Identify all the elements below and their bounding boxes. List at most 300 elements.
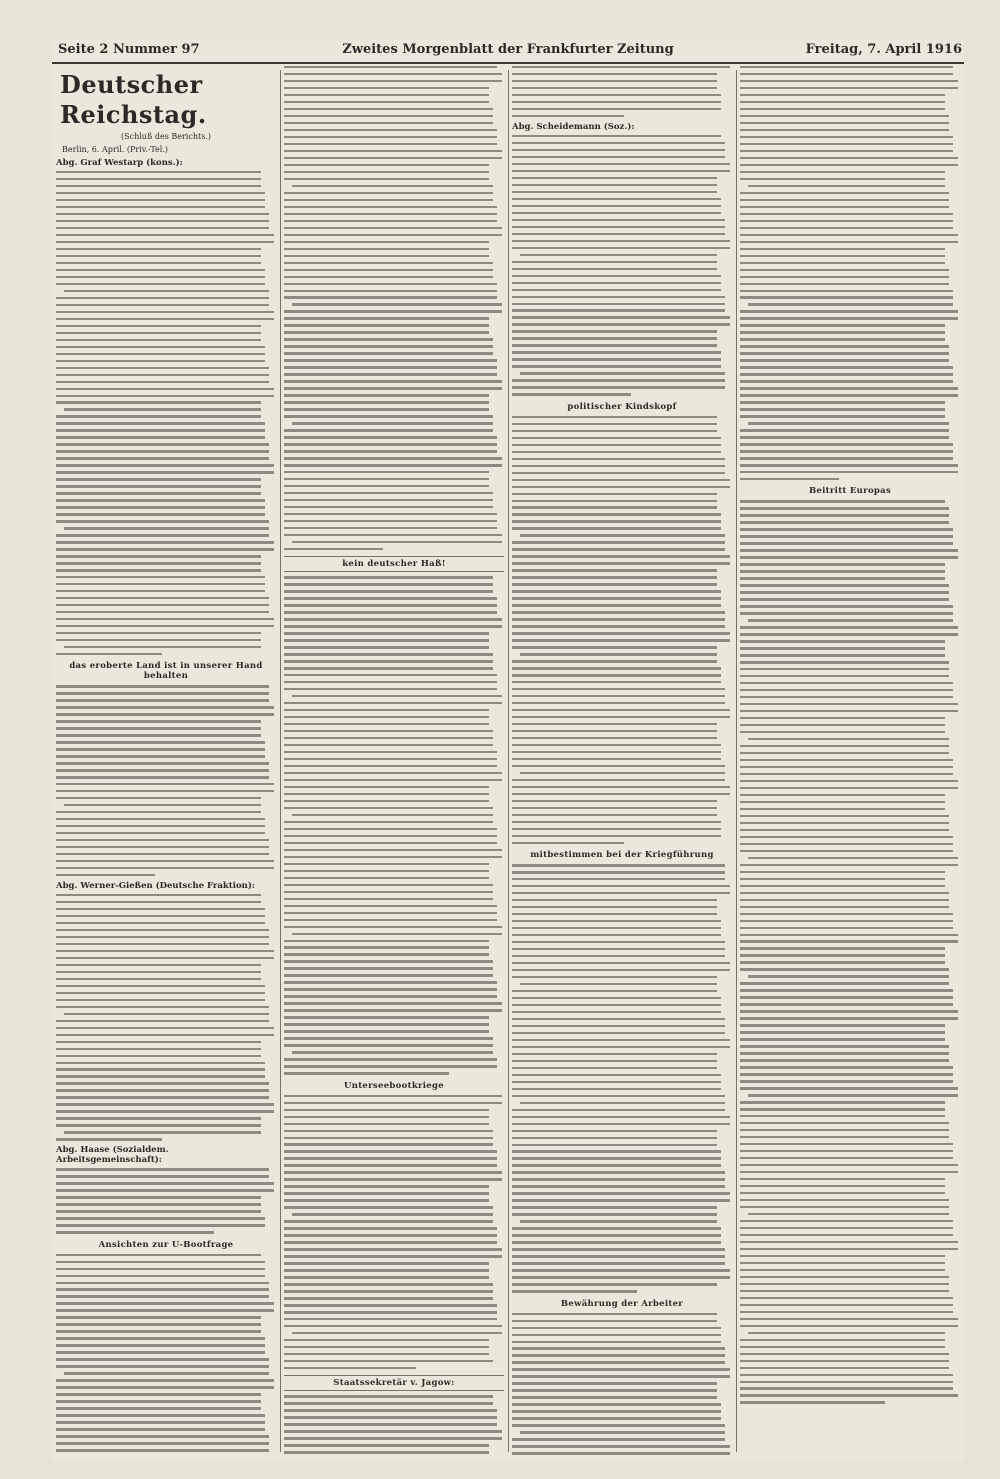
text-line bbox=[512, 1389, 717, 1391]
text-line bbox=[512, 625, 725, 627]
text-line bbox=[284, 667, 493, 669]
text-line bbox=[284, 1402, 493, 1404]
text-line bbox=[512, 309, 725, 311]
text-line bbox=[56, 206, 265, 208]
text-line bbox=[284, 1171, 502, 1173]
text-line bbox=[292, 814, 493, 816]
article-columns bbox=[52, 66, 964, 1460]
text-line bbox=[740, 283, 949, 285]
text-line bbox=[512, 1171, 725, 1173]
text-line bbox=[740, 780, 958, 782]
text-line bbox=[740, 947, 945, 949]
text-line bbox=[740, 1297, 953, 1299]
text-line bbox=[56, 846, 269, 848]
text-line bbox=[740, 808, 945, 810]
text-line bbox=[740, 394, 958, 396]
text-line bbox=[740, 913, 953, 915]
text-line bbox=[512, 695, 725, 697]
text-line bbox=[284, 1185, 489, 1187]
text-line bbox=[512, 135, 721, 137]
text-line bbox=[284, 1102, 502, 1104]
text-line bbox=[512, 177, 717, 179]
text-line bbox=[512, 80, 717, 82]
text-line bbox=[740, 296, 953, 298]
text-line bbox=[56, 713, 274, 715]
text-line bbox=[56, 318, 274, 320]
text-line bbox=[512, 527, 721, 529]
text-line bbox=[520, 983, 717, 985]
text-line bbox=[740, 331, 945, 333]
text-line bbox=[284, 1269, 489, 1271]
text-line bbox=[512, 962, 730, 964]
text-line bbox=[512, 1410, 721, 1412]
text-line bbox=[740, 366, 953, 368]
column-2 bbox=[284, 66, 504, 1456]
text-line bbox=[512, 899, 717, 901]
text-line bbox=[284, 290, 497, 292]
text-line bbox=[56, 685, 269, 687]
text-line bbox=[284, 995, 497, 997]
text-line bbox=[284, 583, 493, 585]
text-line bbox=[512, 842, 624, 844]
text-line bbox=[56, 1421, 265, 1423]
text-line bbox=[284, 178, 489, 180]
text-line bbox=[740, 605, 953, 607]
text-line bbox=[512, 1192, 730, 1194]
text-line bbox=[284, 317, 489, 319]
speaker-westarp: Abg. Graf Westarp (kons.): bbox=[56, 158, 183, 168]
text-line bbox=[56, 1414, 265, 1416]
text-line bbox=[740, 192, 949, 194]
text-line bbox=[284, 276, 493, 278]
text-line bbox=[740, 982, 949, 984]
text-line bbox=[64, 1131, 261, 1133]
text-line bbox=[740, 457, 953, 459]
text-line bbox=[284, 108, 493, 110]
text-line bbox=[56, 1089, 269, 1091]
text-line bbox=[512, 156, 725, 158]
text-line bbox=[56, 1124, 261, 1126]
text-line bbox=[56, 618, 274, 620]
text-line bbox=[512, 73, 717, 75]
body-text bbox=[56, 894, 276, 1141]
text-line bbox=[56, 1344, 265, 1346]
text-line bbox=[56, 311, 274, 313]
text-line bbox=[740, 626, 958, 628]
text-line bbox=[284, 953, 489, 955]
text-line bbox=[284, 674, 497, 676]
text-line bbox=[740, 892, 949, 894]
text-line bbox=[56, 874, 155, 876]
text-line bbox=[56, 985, 265, 987]
text-line bbox=[56, 901, 261, 903]
text-line bbox=[512, 275, 721, 277]
text-line bbox=[284, 1072, 449, 1074]
text-line bbox=[512, 493, 717, 495]
text-line bbox=[740, 640, 945, 642]
text-line bbox=[512, 142, 725, 144]
text-line bbox=[740, 1024, 945, 1026]
text-line bbox=[740, 961, 945, 963]
body-text bbox=[284, 1395, 504, 1456]
text-line bbox=[56, 1020, 269, 1022]
text-line bbox=[56, 769, 269, 771]
text-line bbox=[740, 696, 953, 698]
text-line bbox=[284, 1318, 497, 1320]
text-line bbox=[740, 864, 958, 866]
text-line bbox=[740, 1080, 953, 1082]
text-line bbox=[284, 1430, 502, 1432]
text-line bbox=[284, 129, 497, 131]
text-line bbox=[512, 261, 717, 263]
text-line bbox=[740, 248, 945, 250]
text-line bbox=[740, 745, 949, 747]
text-line bbox=[284, 269, 493, 271]
text-line bbox=[748, 857, 958, 859]
text-line bbox=[740, 1031, 945, 1033]
text-line bbox=[740, 80, 958, 82]
text-line bbox=[740, 1059, 949, 1061]
text-line bbox=[740, 968, 949, 970]
text-line bbox=[56, 360, 265, 362]
text-line bbox=[284, 723, 489, 725]
text-line bbox=[512, 1199, 730, 1201]
text-line bbox=[512, 1347, 725, 1349]
text-line bbox=[512, 1320, 717, 1322]
text-line bbox=[56, 332, 261, 334]
text-line bbox=[56, 1393, 261, 1395]
text-line bbox=[284, 87, 489, 89]
text-line bbox=[56, 1096, 269, 1098]
text-line bbox=[284, 1130, 493, 1132]
text-line bbox=[56, 262, 261, 264]
text-line bbox=[512, 115, 624, 117]
text-line bbox=[284, 1283, 493, 1285]
text-line bbox=[512, 465, 725, 467]
text-line bbox=[292, 1213, 493, 1215]
text-line bbox=[56, 1027, 274, 1029]
text-line bbox=[740, 661, 949, 663]
text-line bbox=[56, 1231, 214, 1233]
text-line bbox=[284, 122, 493, 124]
text-line bbox=[56, 346, 265, 348]
text-line bbox=[512, 709, 730, 711]
text-line bbox=[56, 999, 265, 1001]
text-line bbox=[56, 1379, 274, 1381]
text-line bbox=[56, 818, 265, 820]
text-line bbox=[512, 1361, 725, 1363]
text-line bbox=[512, 1081, 721, 1083]
text-line bbox=[284, 688, 497, 690]
text-line bbox=[284, 737, 493, 739]
text-line bbox=[284, 387, 502, 389]
text-line bbox=[284, 1339, 489, 1341]
section-heading: politischer Kindskopf bbox=[567, 401, 677, 412]
text-line bbox=[56, 1117, 261, 1119]
text-line bbox=[284, 856, 502, 858]
text-line bbox=[284, 702, 502, 704]
text-line bbox=[56, 922, 265, 924]
text-line bbox=[512, 688, 725, 690]
text-line bbox=[740, 66, 953, 68]
text-line bbox=[740, 584, 949, 586]
text-line bbox=[56, 576, 265, 578]
text-line bbox=[284, 632, 489, 634]
text-line bbox=[512, 1032, 725, 1034]
text-line bbox=[512, 1341, 721, 1343]
text-line bbox=[740, 1010, 958, 1012]
text-line bbox=[512, 1116, 730, 1118]
text-line bbox=[512, 198, 721, 200]
text-line bbox=[512, 1227, 721, 1229]
text-line bbox=[512, 330, 717, 332]
text-line bbox=[512, 149, 725, 151]
text-line bbox=[740, 940, 958, 942]
text-line bbox=[740, 234, 958, 236]
text-line bbox=[740, 1290, 949, 1292]
text-line bbox=[56, 178, 261, 180]
text-line bbox=[56, 1041, 261, 1043]
text-line bbox=[740, 1017, 958, 1019]
text-line bbox=[56, 632, 261, 634]
text-line bbox=[740, 1220, 953, 1222]
text-line bbox=[292, 303, 502, 305]
text-line bbox=[740, 352, 949, 354]
text-line bbox=[512, 793, 730, 795]
text-line bbox=[512, 667, 721, 669]
text-line bbox=[512, 955, 725, 957]
text-line bbox=[284, 1444, 489, 1446]
text-line bbox=[56, 1006, 269, 1008]
text-line bbox=[56, 555, 261, 557]
text-line bbox=[512, 1276, 730, 1278]
text-line bbox=[740, 1185, 945, 1187]
text-line bbox=[56, 227, 269, 229]
text-line bbox=[512, 1185, 725, 1187]
text-line bbox=[56, 499, 265, 501]
text-line bbox=[512, 569, 717, 571]
text-line bbox=[512, 108, 721, 110]
text-line bbox=[56, 1275, 265, 1277]
text-line bbox=[740, 1136, 949, 1138]
text-line bbox=[740, 206, 949, 208]
text-line bbox=[284, 1199, 489, 1201]
text-line bbox=[512, 555, 730, 557]
text-line bbox=[512, 807, 717, 809]
text-line bbox=[748, 185, 945, 187]
text-line bbox=[284, 429, 493, 431]
text-line bbox=[284, 597, 497, 599]
text-line bbox=[284, 1150, 497, 1152]
text-line bbox=[64, 646, 261, 648]
text-line bbox=[56, 297, 269, 299]
text-line bbox=[512, 744, 721, 746]
text-line bbox=[512, 296, 725, 298]
text-line bbox=[512, 486, 730, 488]
text-line bbox=[740, 1394, 958, 1396]
text-line bbox=[64, 1372, 269, 1374]
text-line bbox=[740, 262, 945, 264]
text-line bbox=[512, 379, 725, 381]
text-line bbox=[520, 534, 725, 536]
text-line bbox=[740, 514, 949, 516]
text-line bbox=[56, 1210, 261, 1212]
text-line bbox=[740, 1255, 945, 1257]
text-line bbox=[740, 885, 945, 887]
text-line bbox=[56, 1288, 269, 1290]
text-line bbox=[284, 296, 497, 298]
text-line bbox=[284, 1030, 489, 1032]
body-text bbox=[56, 171, 276, 655]
text-line bbox=[284, 73, 502, 75]
text-line bbox=[748, 1332, 945, 1334]
text-line bbox=[292, 933, 502, 935]
text-line bbox=[512, 219, 725, 221]
text-line bbox=[284, 751, 497, 753]
text-line bbox=[740, 157, 958, 159]
text-line bbox=[740, 401, 945, 403]
text-line bbox=[284, 94, 489, 96]
text-line bbox=[512, 646, 717, 648]
text-line bbox=[512, 723, 717, 725]
text-line bbox=[56, 415, 261, 417]
text-line bbox=[56, 1175, 269, 1177]
text-line bbox=[740, 269, 949, 271]
text-line bbox=[512, 976, 717, 978]
text-line bbox=[284, 492, 493, 494]
text-line bbox=[740, 934, 958, 936]
text-line bbox=[284, 1023, 489, 1025]
text-line bbox=[284, 1157, 497, 1159]
text-line bbox=[56, 1082, 269, 1084]
text-line bbox=[284, 988, 497, 990]
text-line bbox=[56, 755, 265, 757]
text-line bbox=[284, 1360, 493, 1362]
column-4 bbox=[740, 66, 960, 1456]
text-line bbox=[284, 1409, 497, 1411]
text-line bbox=[284, 709, 489, 711]
text-line bbox=[56, 436, 265, 438]
text-line bbox=[284, 870, 489, 872]
text-line bbox=[284, 101, 489, 103]
text-line bbox=[740, 345, 949, 347]
text-line bbox=[56, 776, 269, 778]
text-line bbox=[56, 699, 269, 701]
text-line bbox=[748, 738, 949, 740]
text-line bbox=[740, 829, 949, 831]
text-line bbox=[56, 220, 269, 222]
text-line bbox=[284, 884, 493, 886]
text-line bbox=[284, 807, 493, 809]
text-line bbox=[512, 344, 717, 346]
text-line bbox=[284, 394, 489, 396]
text-line bbox=[512, 87, 717, 89]
text-line bbox=[56, 1254, 261, 1256]
text-line bbox=[284, 1248, 502, 1250]
text-line bbox=[740, 436, 949, 438]
text-line bbox=[56, 199, 265, 201]
text-line bbox=[56, 811, 261, 813]
text-line bbox=[512, 1438, 725, 1440]
text-line bbox=[512, 1011, 721, 1013]
text-line bbox=[284, 213, 497, 215]
text-line bbox=[520, 653, 717, 655]
text-line bbox=[284, 1137, 493, 1139]
newspaper-page bbox=[52, 40, 964, 1460]
text-line bbox=[284, 478, 489, 480]
text-line bbox=[740, 317, 958, 319]
text-line bbox=[740, 507, 949, 509]
text-line bbox=[512, 233, 725, 235]
text-line bbox=[740, 759, 953, 761]
column-rule bbox=[508, 70, 509, 1452]
text-line bbox=[740, 822, 949, 824]
text-line bbox=[56, 583, 265, 585]
text-line bbox=[740, 122, 949, 124]
text-line bbox=[284, 1206, 493, 1208]
text-line bbox=[56, 741, 265, 743]
text-line bbox=[56, 562, 261, 564]
text-line bbox=[512, 170, 730, 172]
text-line bbox=[740, 773, 953, 775]
text-line bbox=[56, 485, 261, 487]
text-line bbox=[284, 716, 489, 718]
text-line bbox=[284, 1002, 502, 1004]
text-line bbox=[56, 867, 274, 869]
body-text bbox=[284, 66, 504, 550]
text-line bbox=[292, 1051, 493, 1053]
text-line bbox=[740, 1387, 953, 1389]
speaker-werner: Abg. Werner-Gießen (Deutsche Fraktion): bbox=[56, 880, 255, 891]
text-line bbox=[512, 1417, 721, 1419]
text-line bbox=[56, 1316, 261, 1318]
text-line bbox=[512, 1123, 730, 1125]
text-line bbox=[520, 1220, 717, 1222]
body-text bbox=[512, 1313, 732, 1456]
text-line bbox=[56, 304, 269, 306]
text-line bbox=[740, 1325, 958, 1327]
text-line bbox=[740, 899, 949, 901]
text-line bbox=[64, 804, 261, 806]
text-line bbox=[740, 766, 953, 768]
article-title: Deutscher Reichstag. bbox=[60, 70, 207, 129]
text-line bbox=[284, 849, 502, 851]
text-line bbox=[284, 981, 497, 983]
text-line bbox=[512, 835, 721, 837]
text-line bbox=[56, 464, 274, 466]
text-line bbox=[740, 324, 945, 326]
text-line bbox=[56, 894, 261, 896]
text-line bbox=[56, 1138, 162, 1140]
text-line bbox=[740, 1199, 949, 1201]
text-line bbox=[284, 800, 489, 802]
text-line bbox=[284, 653, 493, 655]
text-line bbox=[56, 762, 269, 764]
text-line bbox=[740, 1311, 953, 1313]
text-line bbox=[740, 1276, 949, 1278]
text-line bbox=[284, 157, 502, 159]
page-header bbox=[52, 40, 964, 64]
text-line bbox=[512, 871, 725, 873]
text-line bbox=[284, 730, 493, 732]
text-line bbox=[56, 367, 269, 369]
text-line bbox=[284, 576, 493, 578]
text-line bbox=[56, 1075, 265, 1077]
text-line bbox=[740, 1052, 949, 1054]
text-line bbox=[284, 1255, 502, 1257]
text-line bbox=[740, 675, 949, 677]
text-line bbox=[56, 653, 162, 655]
